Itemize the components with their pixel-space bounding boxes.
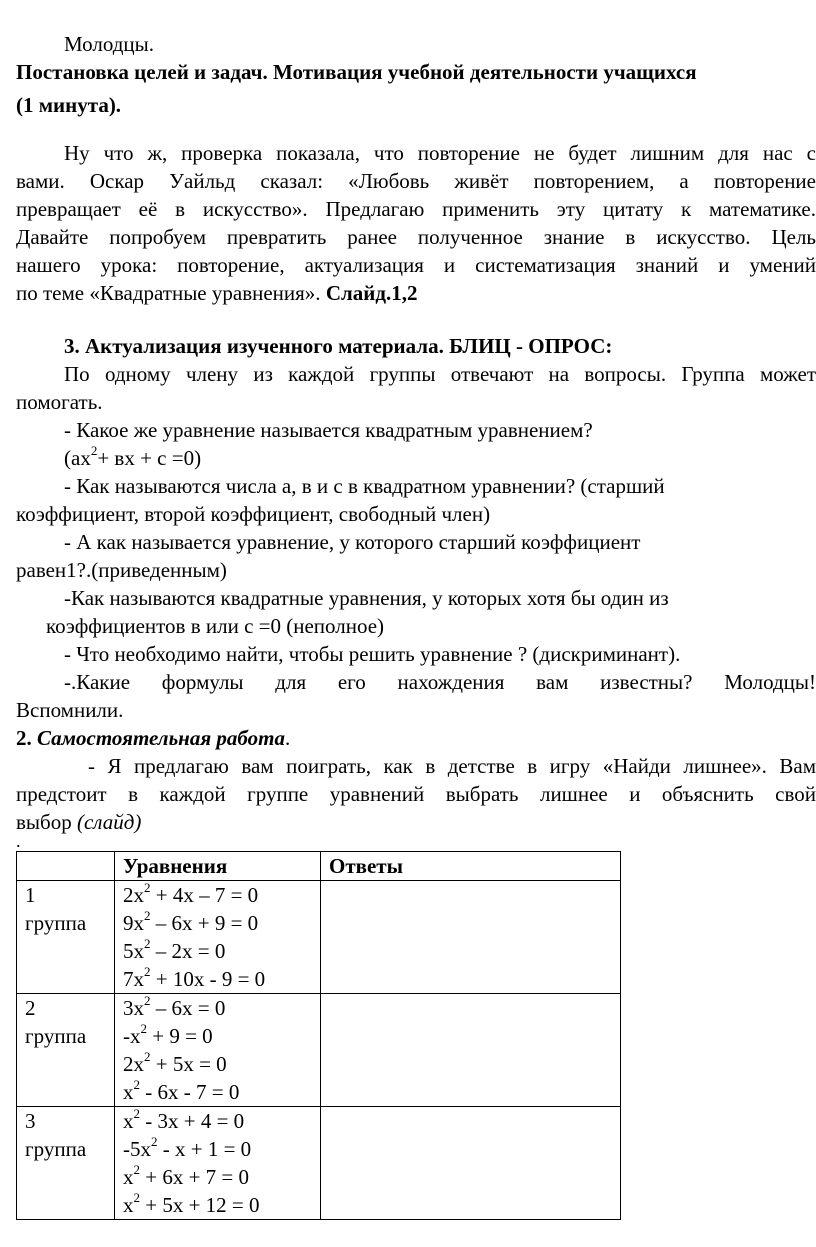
slide-ref: Слайд.1,2	[325, 281, 418, 305]
equation: $7х^2 + 10х - 9 = 0$	[123, 964, 266, 991]
work-para-line: предстоит в каждой группе уравнений выбрать лишнее и объяснить свой	[16, 782, 816, 806]
equation: $х^2 - 6х - 7 = 0$	[123, 1077, 240, 1104]
equation: $9х^2 - 6х + 9 = 0$	[123, 908, 259, 935]
goals-title-line2: (1 минута).	[16, 93, 122, 117]
group-cell: 3 группа	[17, 1107, 115, 1220]
blitz-title: 3. Актуализация изученного материала. БЛИЦ - ОПРОС:	[64, 334, 613, 358]
equation: $-5х^2 - х + 1 = 0$	[123, 1134, 252, 1161]
header-cell-equations: Уравнения	[115, 852, 321, 881]
question-6-cont: Вспомнили.	[16, 698, 124, 722]
goals-para-last	[16, 279, 417, 307]
equation: $-х^2 + 9 = 0$	[123, 1021, 213, 1048]
question-6: -.Какие формулы для его нахождения вам известны? Молодцы!	[64, 670, 816, 694]
question-5: - Что необходимо найти, чтобы решить уравнение ? (дискриминант).	[64, 642, 681, 666]
stray-dot: .	[16, 831, 21, 851]
work-para-line: - Я предлагаю вам поиграть, как в детстве в игру «Найди лишнее». Вам	[88, 754, 816, 778]
table-header-row	[17, 852, 621, 881]
work-slide-ref: (слайд)	[76, 810, 142, 834]
answer-cell	[321, 994, 621, 1107]
work-heading: 2. Самостоятельная работа.	[16, 726, 291, 750]
goals-para-line: нашего урока: повторение, актуализация и систематизация знаний и умений	[16, 253, 816, 277]
equations-table	[16, 851, 621, 1220]
table-row	[17, 881, 621, 994]
answer-cell	[321, 881, 621, 994]
group-cell: 2 группа	[17, 994, 115, 1107]
question-4: -Как называются квадратные уравнения, у которых хотя бы один из	[64, 586, 669, 610]
goals-title-line1: Постановка целей и задач. Мотивация учебной деятельности учащихся	[16, 60, 697, 84]
equation: $х^2 - 3х + 4 = 0$	[123, 1106, 245, 1133]
question-3-answer: равен1?.(приведенным)	[16, 558, 227, 582]
equations-cell	[115, 1107, 321, 1220]
header-cell-answers: Ответы	[321, 852, 621, 881]
equation: $х^2 + 5х + 12 = 0$	[123, 1190, 260, 1217]
question-2-answer: коэффициент, второй коэффициент, свободный член)	[16, 502, 491, 526]
intro-text: Молодцы.	[64, 32, 155, 56]
goals-para-line: превращает её в искусство». Предлагаю применить эту цитату к математике.	[16, 197, 816, 221]
blitz-line: По одному члену из каждой группы отвечают на вопросы. Группа может	[64, 362, 816, 386]
formula-quadratic: ($ах^2+$ вх + с =0)	[64, 443, 202, 470]
table-row	[17, 994, 621, 1107]
question-3: - А как называется уравнение, у которого старший коэффициент	[64, 530, 641, 554]
equation: $5х^2 - 2х = 0$	[123, 936, 226, 963]
blitz-line: помогать.	[16, 390, 103, 414]
equation: $2х^2 + 5х = 0$	[123, 1049, 227, 1076]
question-2: - Как называются числа а, в и с в квадратном уравнении? (старший	[64, 474, 665, 498]
goals-para-last-text: по теме «Квадратные уравнения».	[16, 281, 321, 305]
table-row	[17, 1107, 621, 1220]
work-para-last: выбор (слайд)	[16, 810, 142, 834]
question-4-answer: коэффициентов в или с =0 (неполное)	[46, 614, 385, 638]
goals-para-line: Давайте попробуем превратить ранее полученное знание в искусство. Цель	[16, 225, 816, 249]
equation: $х^2 + 6х + 7 = 0$	[123, 1162, 250, 1189]
question-1: - Какое же уравнение называется квадратным уравнением?	[64, 418, 593, 442]
work-title: Самостоятельная работа	[37, 726, 285, 750]
equation: $2х^2 + 4х - 7 = 0$	[123, 880, 259, 907]
equations-cell	[115, 881, 321, 994]
equations-cell	[115, 994, 321, 1107]
answer-cell	[321, 1107, 621, 1220]
header-cell	[17, 852, 115, 881]
group-cell: 1 группа	[17, 881, 115, 994]
goals-para-line: вами. Оскар Уайльд сказал: «Любовь живёт повторением, а повторение	[16, 169, 816, 193]
equation: $3х^2 - 6х = 0$	[123, 993, 226, 1020]
goals-para-line: Ну что ж, проверка показала, что повторение не будет лишним для нас с	[64, 141, 816, 165]
